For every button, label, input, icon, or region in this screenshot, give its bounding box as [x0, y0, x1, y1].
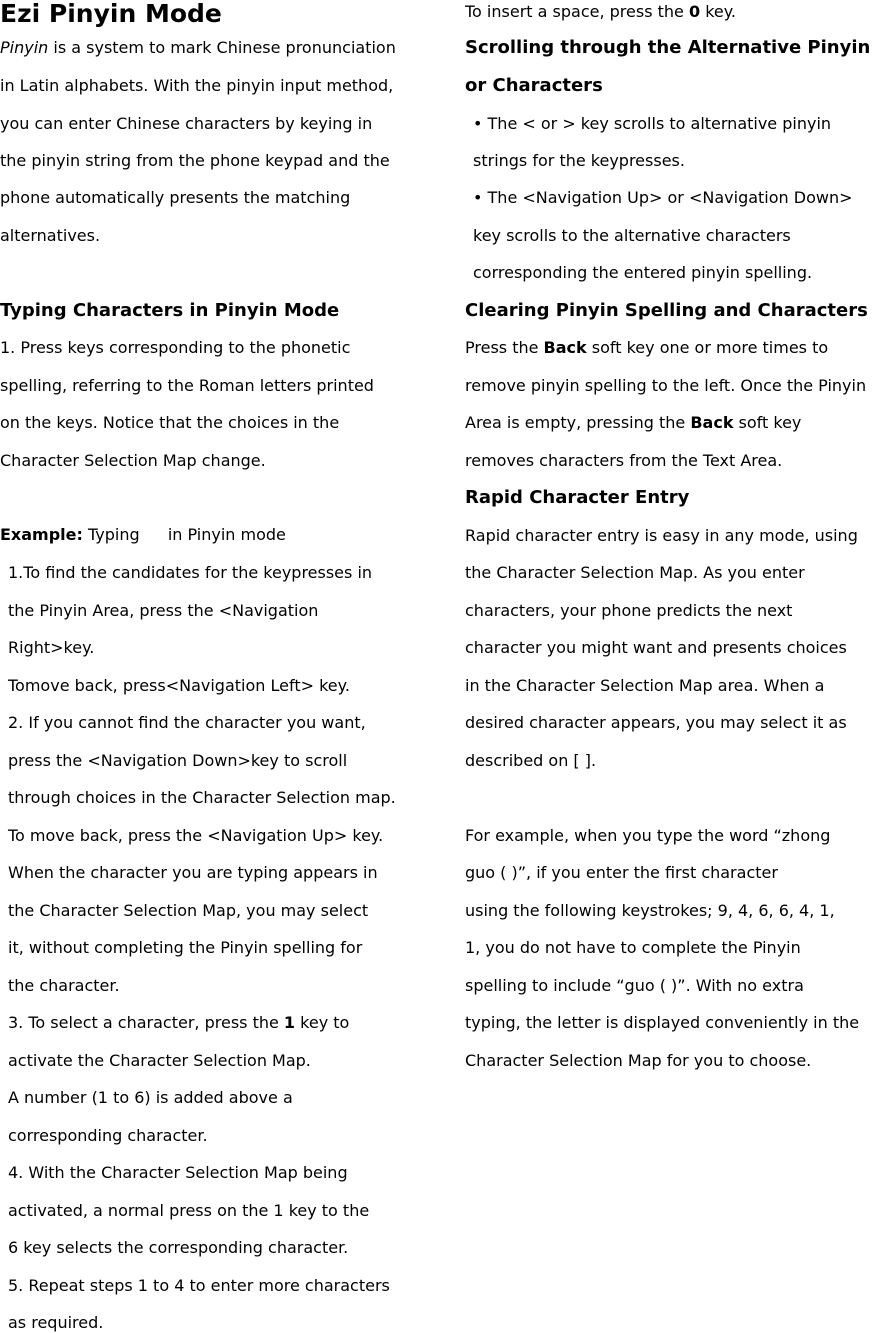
rapid-line: described on [ ]. [465, 751, 597, 770]
key-1: 1 [283, 1013, 296, 1032]
step-line: the Character Selection Map, you may select [8, 901, 369, 920]
example-line: For example, when you type the word “zhong [465, 826, 831, 845]
intro-line-5: phone automatically presents the matching [0, 188, 351, 207]
step-line: 5. Repeat steps 1 to 4 to enter more characters [8, 1276, 390, 1295]
rapid-line: the Character Selection Map. As you enter [465, 563, 805, 582]
step-line: A number (1 to 6) is added above a [8, 1088, 293, 1107]
step-line: as required. [8, 1313, 104, 1332]
example-line: guo ( )”, if you enter the first character [465, 863, 778, 882]
intro-line-6: alternatives. [0, 226, 101, 245]
example-line: 1, you do not have to complete the Pinyin [465, 938, 801, 957]
example-line: using the following keystrokes; 9, 4, 6, 6, 4, 1, [465, 901, 835, 920]
step-line: To move back, press the <Navigation Up> key. [8, 826, 384, 845]
scroll-heading-line-1: Scrolling through the Alternative Pinyin [465, 37, 871, 58]
rapid-line: Rapid character entry is easy in any mode, using [465, 526, 858, 545]
space-line: To insert a space, press the 0 key. [465, 2, 737, 21]
rapid-line: character you might want and presents choices [465, 638, 847, 657]
clear-line-2: remove pinyin spelling to the left. Once the Pinyin [465, 376, 867, 395]
step-line: activate the Character Selection Map. [8, 1051, 311, 1070]
intro-line-1: Pinyin is a system to mark Chinese pronunciation [0, 38, 396, 57]
step1-line-1: 1. Press keys corresponding to the phonetic [0, 338, 351, 357]
rapid-line: desired character appears, you may select it as [465, 713, 847, 732]
bullet-line: key scrolls to the alternative characters [473, 226, 791, 245]
step-line: 6 key selects the corresponding character. [8, 1238, 349, 1257]
step1-line-4: Character Selection Map change. [0, 451, 266, 470]
step-line: through choices in the Character Selection map. [8, 788, 396, 807]
back-key: Back [690, 413, 734, 432]
back-key: Back [543, 338, 587, 357]
clear-line-3: Area is empty, pressing the Back soft key [465, 413, 802, 432]
clear-heading: Clearing Pinyin Spelling and Characters [465, 300, 868, 321]
step-line: 4. With the Character Selection Map being [8, 1163, 348, 1182]
rapid-heading: Rapid Character Entry [465, 487, 690, 508]
example-line: typing, the letter is displayed conveniently in the [465, 1013, 860, 1032]
bullet-line: corresponding the entered pinyin spelling. [473, 263, 813, 282]
clear-line-1: Press the Back soft key one or more times to [465, 338, 829, 357]
step-line: 1.To find the candidates for the keypresses in [8, 563, 373, 582]
step-line: the Pinyin Area, press the <Navigation [8, 601, 319, 620]
scroll-heading-line-2: or Characters [465, 75, 603, 96]
page-title: Ezi Pinyin Mode [0, 0, 222, 28]
key-0: 0 [688, 2, 701, 21]
step-line: Tomove back, press<Navigation Left> key. [8, 676, 350, 695]
step-line: activated, a normal press on the 1 key to the [8, 1201, 370, 1220]
step-line: the character. [8, 976, 120, 995]
step-line: When the character you are typing appears in [8, 863, 378, 882]
clear-line-4: removes characters from the Text Area. [465, 451, 783, 470]
step-line: Right>key. [8, 638, 95, 657]
intro-line-2: in Latin alphabets. With the pinyin input method, [0, 76, 394, 95]
step-line: 2. If you cannot find the character you want, [8, 713, 366, 732]
step-line: press the <Navigation Down>key to scroll [8, 751, 348, 770]
rapid-line: characters, your phone predicts the next [465, 601, 793, 620]
example-line: Example: Typing in Pinyin mode [0, 525, 286, 544]
bullet-line: • The < or > key scrolls to alternative pinyin [473, 114, 832, 133]
step-line: it, without completing the Pinyin spelling for [8, 938, 363, 957]
intro-line-3: you can enter Chinese characters by keying in [0, 114, 373, 133]
pinyin-term: Pinyin [0, 38, 49, 57]
bullet-line: strings for the keypresses. [473, 151, 685, 170]
step1-line-3: on the keys. Notice that the choices in the [0, 413, 340, 432]
typing-heading: Typing Characters in Pinyin Mode [0, 300, 340, 321]
rapid-line: in the Character Selection Map area. When a [465, 676, 825, 695]
example-label: Example: [0, 525, 83, 544]
example-line: spelling to include “guo ( )”. With no extra [465, 976, 804, 995]
bullet-line: • The <Navigation Up> or <Navigation Down> [473, 188, 853, 207]
intro-line-4: the pinyin string from the phone keypad and the [0, 151, 390, 170]
step3-line: 3. To select a character, press the 1 key to [8, 1013, 350, 1032]
step-line: corresponding character. [8, 1126, 208, 1145]
example-line: Character Selection Map for you to choose. [465, 1051, 812, 1070]
step1-line-2: spelling, referring to the Roman letters printed [0, 376, 374, 395]
